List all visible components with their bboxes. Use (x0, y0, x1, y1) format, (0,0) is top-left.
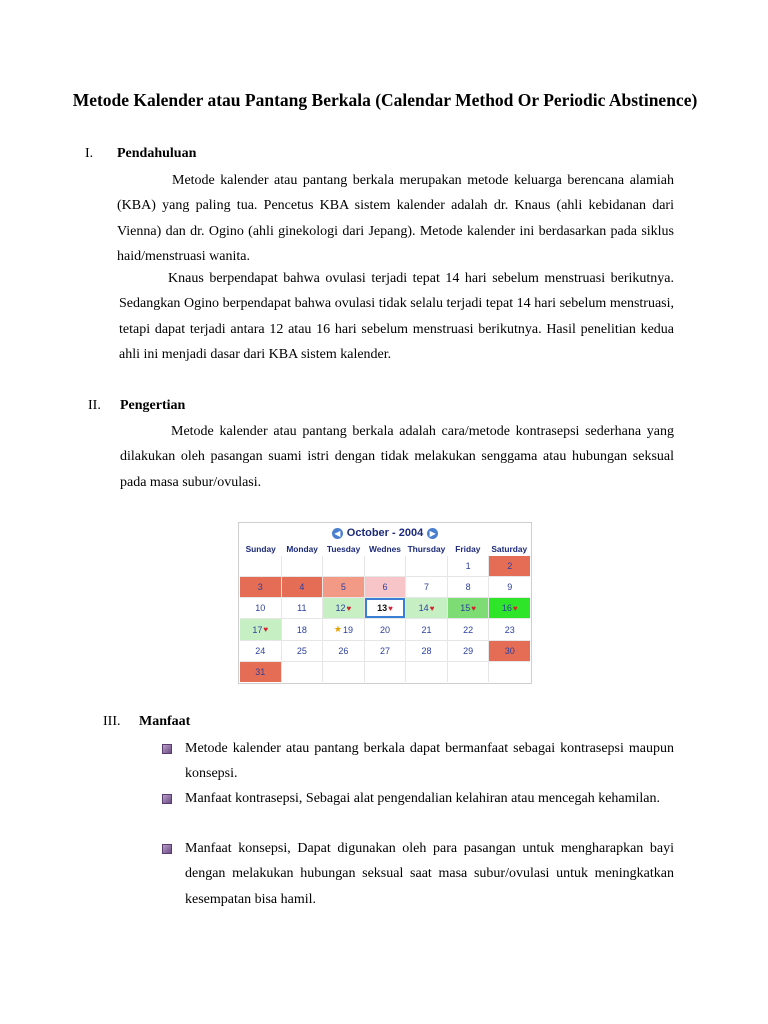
calendar-day-cell (448, 641, 489, 661)
calendar-empty-cell (323, 662, 364, 682)
paragraph: Metode kalender atau pantang berkala adalah cara/metode kontrasepsi sederhana yang dilakukan oleh pasangan suami istri dengan tidak melakukan senggama atau hubungan seksual pada masa subur/ovulasi. (120, 424, 674, 490)
document-title: Metode Kalender atau Pantang Berkala (Calendar Method Or Periodic Abstinence) (72, 90, 698, 110)
list-item: Metode kalender atau pantang berkala dapat bermanfaat sebagai kontrasepsi maupun konsepsi. (185, 741, 674, 782)
heart-icon: ♥ (263, 625, 269, 635)
calendar-empty-cell (240, 556, 281, 576)
calendar-day-cell (448, 598, 489, 618)
day-number: 2 (507, 561, 513, 572)
calendar-empty-cell (282, 556, 323, 576)
day-number: 16 (501, 603, 512, 614)
day-number: 8 (465, 582, 471, 593)
arrow-right-circle-icon: ▶ (427, 528, 438, 539)
calendar-day-cell (448, 619, 489, 639)
day-number: 28 (421, 645, 432, 656)
calendar-weekdays (240, 542, 530, 556)
day-number: 3 (257, 582, 263, 593)
calendar-empty-cell (489, 662, 530, 682)
calendar-day-cell (489, 598, 530, 618)
calendar-day-cell (489, 556, 530, 576)
day-number: 19 (342, 624, 353, 635)
calendar-empty-cell (282, 662, 323, 682)
day-number: 15 (460, 603, 471, 614)
paragraph: Knaus berpendapat bahwa ovulasi terjadi tepat 14 hari sebelum menstruasi berikutnya. Sedangkan Ogino berpendapat bahwa ovulasi tidak selalu terjadi tepat 14 hari sebelum menstruasi, tetapi dapat terjadi antara 12 atau 16 hari sebelum menstruasi berikutnya. Hasil penelitian kedua ahli ini menjadi dasar dari KBA sistem kalender. (119, 271, 674, 362)
calendar-day-cell (406, 619, 447, 639)
calendar-day-cell (323, 619, 364, 639)
weekday-label: Tuesday (326, 544, 361, 554)
calendar-day-cell (282, 619, 323, 639)
weekday-label: Wednes (369, 544, 401, 554)
section-number: II. (88, 398, 101, 413)
calendar-image (238, 522, 532, 684)
day-number: 13 (377, 603, 388, 614)
list-item: Manfaat konsepsi, Dapat digunakan oleh para pasangan untuk mengharapkan bayi dengan melakukan hubungan seksual saat masa subur/ovulasi untuk meningkatkan kesempatan bisa hamil. (185, 841, 674, 907)
calendar-day-cell (365, 577, 406, 597)
bullet-icon (162, 844, 172, 854)
bullet-icon (162, 794, 172, 804)
calendar-day-cell (489, 619, 530, 639)
calendar-header (239, 523, 531, 543)
day-number: 1 (465, 561, 471, 572)
paragraph: Metode kalender atau pantang berkala merupakan metode keluarga berencana alamiah (KBA) yang paling tua. Pencetus KBA sistem kalender adalah dr. Knaus (ahli kebidanan dari Vienna) dan dr. Ogino (ahli ginekologi dari Jepang). Metode kalender ini berdasarkan pada siklus haid/menstruasi wanita. (117, 173, 674, 264)
calendar-day-cell (406, 577, 447, 597)
day-number: 18 (296, 624, 307, 635)
day-number: 21 (421, 624, 432, 635)
day-number: 11 (297, 603, 307, 614)
heart-icon: ♥ (512, 603, 518, 613)
calendar-empty-cell (365, 662, 406, 682)
calendar-month-label: October - 2004 (346, 527, 424, 539)
calendar-empty-cell (406, 662, 447, 682)
weekday-label: Thursday (407, 544, 446, 554)
section-heading: Pendahuluan (117, 146, 197, 161)
calendar-day-cell (240, 662, 281, 682)
section-number: III. (103, 714, 121, 729)
calendar-day-cell (240, 619, 281, 639)
day-number: 17 (252, 624, 263, 635)
calendar-day-cell (282, 577, 323, 597)
day-number: 5 (340, 582, 346, 593)
day-number: 29 (463, 645, 474, 656)
day-number: 26 (338, 645, 349, 656)
day-number: 7 (424, 582, 430, 593)
bullet-icon (162, 744, 172, 754)
calendar-day-cell (365, 619, 406, 639)
calendar-day-cell (240, 577, 281, 597)
calendar-day-cell (406, 598, 447, 618)
calendar-empty-cell (323, 556, 364, 576)
day-number: 22 (463, 624, 474, 635)
calendar-day-cell (323, 577, 364, 597)
section-heading: Pengertian (120, 398, 186, 413)
weekday-label: Sunday (245, 544, 276, 554)
calendar-day-cell (282, 598, 323, 618)
calendar-day-cell (448, 556, 489, 576)
calendar-day-cell (489, 577, 530, 597)
star-icon: ★ (333, 624, 342, 635)
calendar-day-cell (365, 598, 406, 618)
section-heading: Manfaat (139, 714, 191, 729)
day-number: 27 (379, 645, 390, 656)
weekday-label: Saturday (491, 544, 528, 554)
calendar-day-cell (448, 577, 489, 597)
calendar-day-cell (323, 598, 364, 618)
calendar-day-cell (489, 641, 530, 661)
heart-icon: ♥ (346, 603, 352, 613)
list-item: Manfaat kontrasepsi, Sebagai alat pengendalian kelahiran atau mencegah kehamilan. (185, 791, 661, 806)
heart-icon: ♥ (471, 603, 477, 613)
day-number: 31 (255, 666, 266, 677)
day-number: 14 (418, 603, 429, 614)
day-number: 6 (382, 582, 388, 593)
calendar-day-cell (282, 641, 323, 661)
calendar-day-cell (406, 641, 447, 661)
day-number: 23 (504, 624, 515, 635)
heart-icon: ♥ (429, 603, 435, 613)
calendar-day-cell (365, 641, 406, 661)
calendar-empty-cell (365, 556, 406, 576)
day-number: 4 (299, 582, 305, 593)
day-number: 10 (255, 603, 266, 614)
arrow-left-circle-icon: ◀ (332, 528, 343, 539)
calendar-empty-cell (406, 556, 447, 576)
calendar-grid (240, 556, 530, 682)
weekday-label: Monday (286, 544, 318, 554)
day-number: 25 (296, 645, 307, 656)
day-number: 20 (379, 624, 390, 635)
day-number: 12 (335, 603, 346, 614)
day-number: 24 (255, 645, 266, 656)
day-number: 9 (507, 582, 513, 593)
calendar-day-cell (240, 598, 281, 618)
day-number: 30 (504, 645, 515, 656)
calendar-day-cell (323, 641, 364, 661)
calendar-empty-cell (448, 662, 489, 682)
heart-icon: ♥ (388, 603, 393, 613)
weekday-label: Friday (455, 544, 481, 554)
section-number: I. (85, 146, 94, 161)
calendar-day-cell (240, 641, 281, 661)
